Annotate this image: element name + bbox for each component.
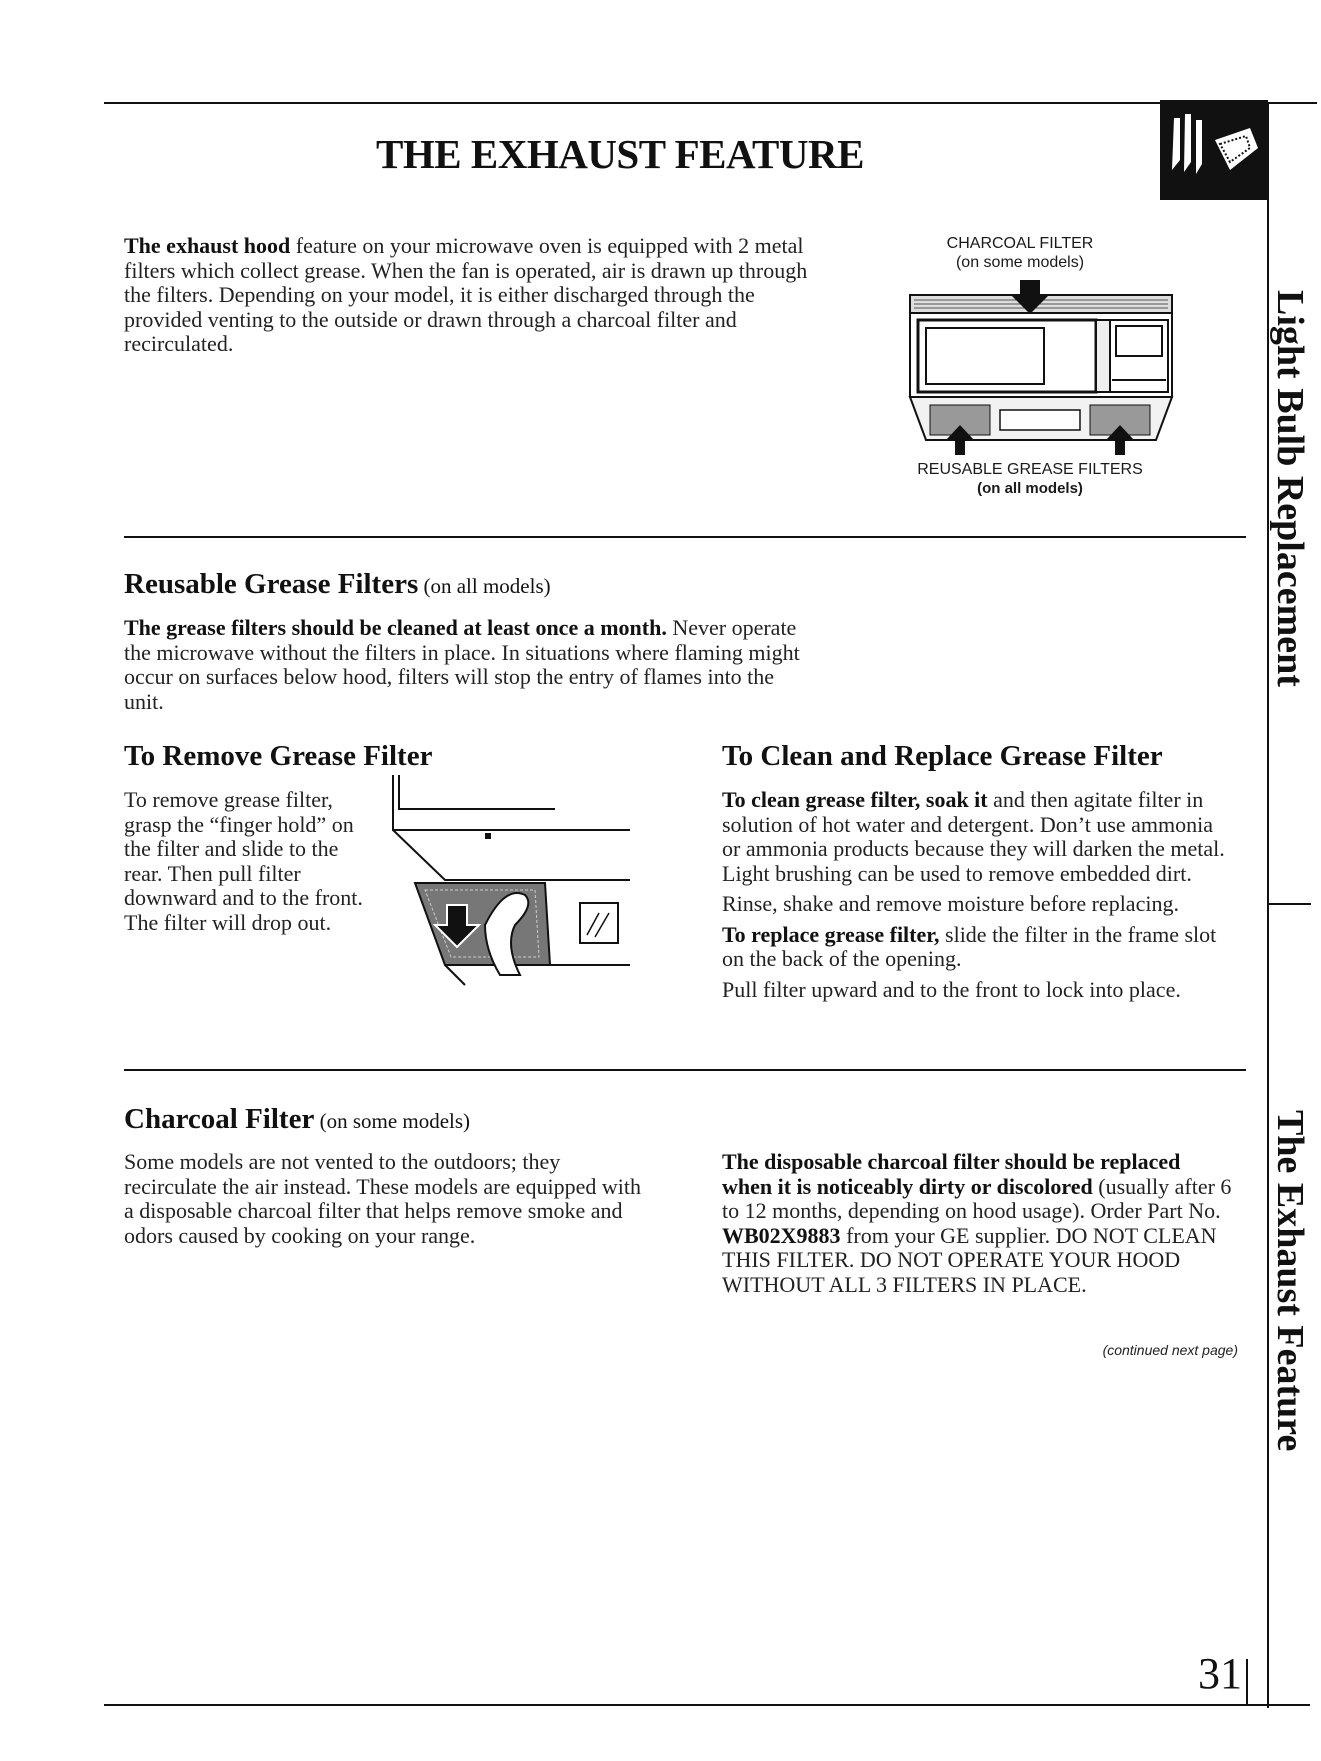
bottom-rule	[104, 1704, 1310, 1706]
section-divider-1	[124, 536, 1246, 538]
charcoal-heading-note: (on some models)	[314, 1109, 471, 1133]
top-rule	[104, 102, 1212, 104]
intro-paragraph	[124, 234, 824, 357]
reusable-text: Never operate the microwave without the filters in place. In situations where flaming might occur on surfaces below hood, filters will stop the entry of flames into the unit.	[124, 615, 800, 714]
charcoal-filter-label	[900, 234, 1140, 272]
side-tab-separator	[1267, 903, 1311, 905]
page-title: THE EXHAUST FEATURE	[376, 131, 864, 177]
side-tab-light-bulb[interactable]: Light Bulb Replacement	[1269, 290, 1311, 687]
continued-note: (continued next page)	[1102, 1342, 1238, 1358]
clean-paragraph-1	[722, 788, 1232, 886]
charcoal-replace-bold: The disposable charcoal filter should be replaced when it is noticeably dirty or discolored	[722, 1149, 1181, 1199]
remove-filter-illustration	[385, 775, 635, 985]
grease-label-title: REUSABLE GREASE FILTERS	[917, 461, 1143, 478]
clean-paragraph-2: Rinse, shake and remove moisture before replacing.	[722, 891, 1179, 916]
hand-filter-icon	[1160, 100, 1268, 200]
clean-p3-bold: To replace grease filter,	[722, 921, 940, 947]
charcoal-paragraph: Some models are not vented to the outdoors; they recirculate the air instead. These models are equipped with a disposable charcoal filter that helps remove smoke and odors caused by cooking on your range.	[124, 1149, 641, 1248]
clean-p1-bold: To clean grease filter, soak it	[722, 787, 988, 812]
charcoal-replace-text-1: (usually after 6 to 12 months, depending on hood usage). Order Part No.	[722, 1173, 1232, 1223]
reusable-heading-text: Reusable Grease Filters	[124, 568, 419, 600]
reusable-heading-note: (on all models)	[418, 574, 551, 598]
page-number-tick	[1246, 1659, 1248, 1705]
side-tab-border-top	[1267, 102, 1317, 104]
remove-heading: To Remove Grease Filter	[124, 740, 433, 772]
part-number: WB02X9883	[722, 1222, 841, 1248]
charcoal-label-title: CHARCOAL FILTER	[946, 235, 1094, 252]
clean-p1-text: and then agitate filter in solution of hot water and detergent. Don’t use ammonia or ammonia products because they will darken the metal. Light brushing can be used to remove embedded dirt.	[722, 787, 1225, 886]
charcoal-heading-text: Charcoal Filter	[124, 1103, 315, 1135]
grease-filters-label	[880, 460, 1180, 498]
intro-bold-lead: The exhaust hood	[124, 233, 291, 258]
section-divider-2	[124, 1069, 1246, 1071]
charcoal-heading	[124, 1103, 470, 1136]
clean-heading: To Clean and Replace Grease Filter	[722, 740, 1163, 772]
reusable-paragraph	[124, 616, 804, 714]
grease-label-sub: (on all models)	[977, 480, 1083, 497]
clean-p3-text: slide the filter in the frame slot on the back of the opening.	[722, 921, 1217, 971]
reusable-bold-lead: The grease filters should be cleaned at least once a month.	[124, 615, 667, 640]
charcoal-replace-paragraph	[722, 1150, 1232, 1297]
side-tab-exhaust-feature[interactable]: The Exhaust Feature	[1269, 1110, 1311, 1452]
microwave-diagram	[900, 280, 1180, 460]
reusable-heading	[124, 568, 551, 601]
page-number: 31	[1198, 1649, 1242, 1698]
remove-paragraph: To remove grease filter, grasp the “finger hold” on the filter and slide to the rear. Then pull filter downward and to the front. The filter will drop out.	[124, 787, 363, 935]
clean-paragraph-4: Pull filter upward and to the front to lock into place.	[722, 976, 1181, 1002]
charcoal-label-sub: (on some models)	[955, 254, 1085, 271]
clean-section	[722, 788, 1232, 1002]
charcoal-replace-text-2: from your GE supplier. DO NOT CLEAN THIS FILTER. DO NOT OPERATE YOUR HOOD WITHOUT ALL 3 FILTERS IN PLACE.	[722, 1222, 1217, 1297]
intro-text: feature on your microwave oven is equipped with 2 metal filters which collect grease. When the fan is operated, air is drawn up through the filters. Depending on your model, it is either discharged through the provided venting to the outside or drawn through a charcoal filter and recirculated.	[124, 233, 808, 356]
clean-paragraph-3	[722, 923, 1232, 972]
